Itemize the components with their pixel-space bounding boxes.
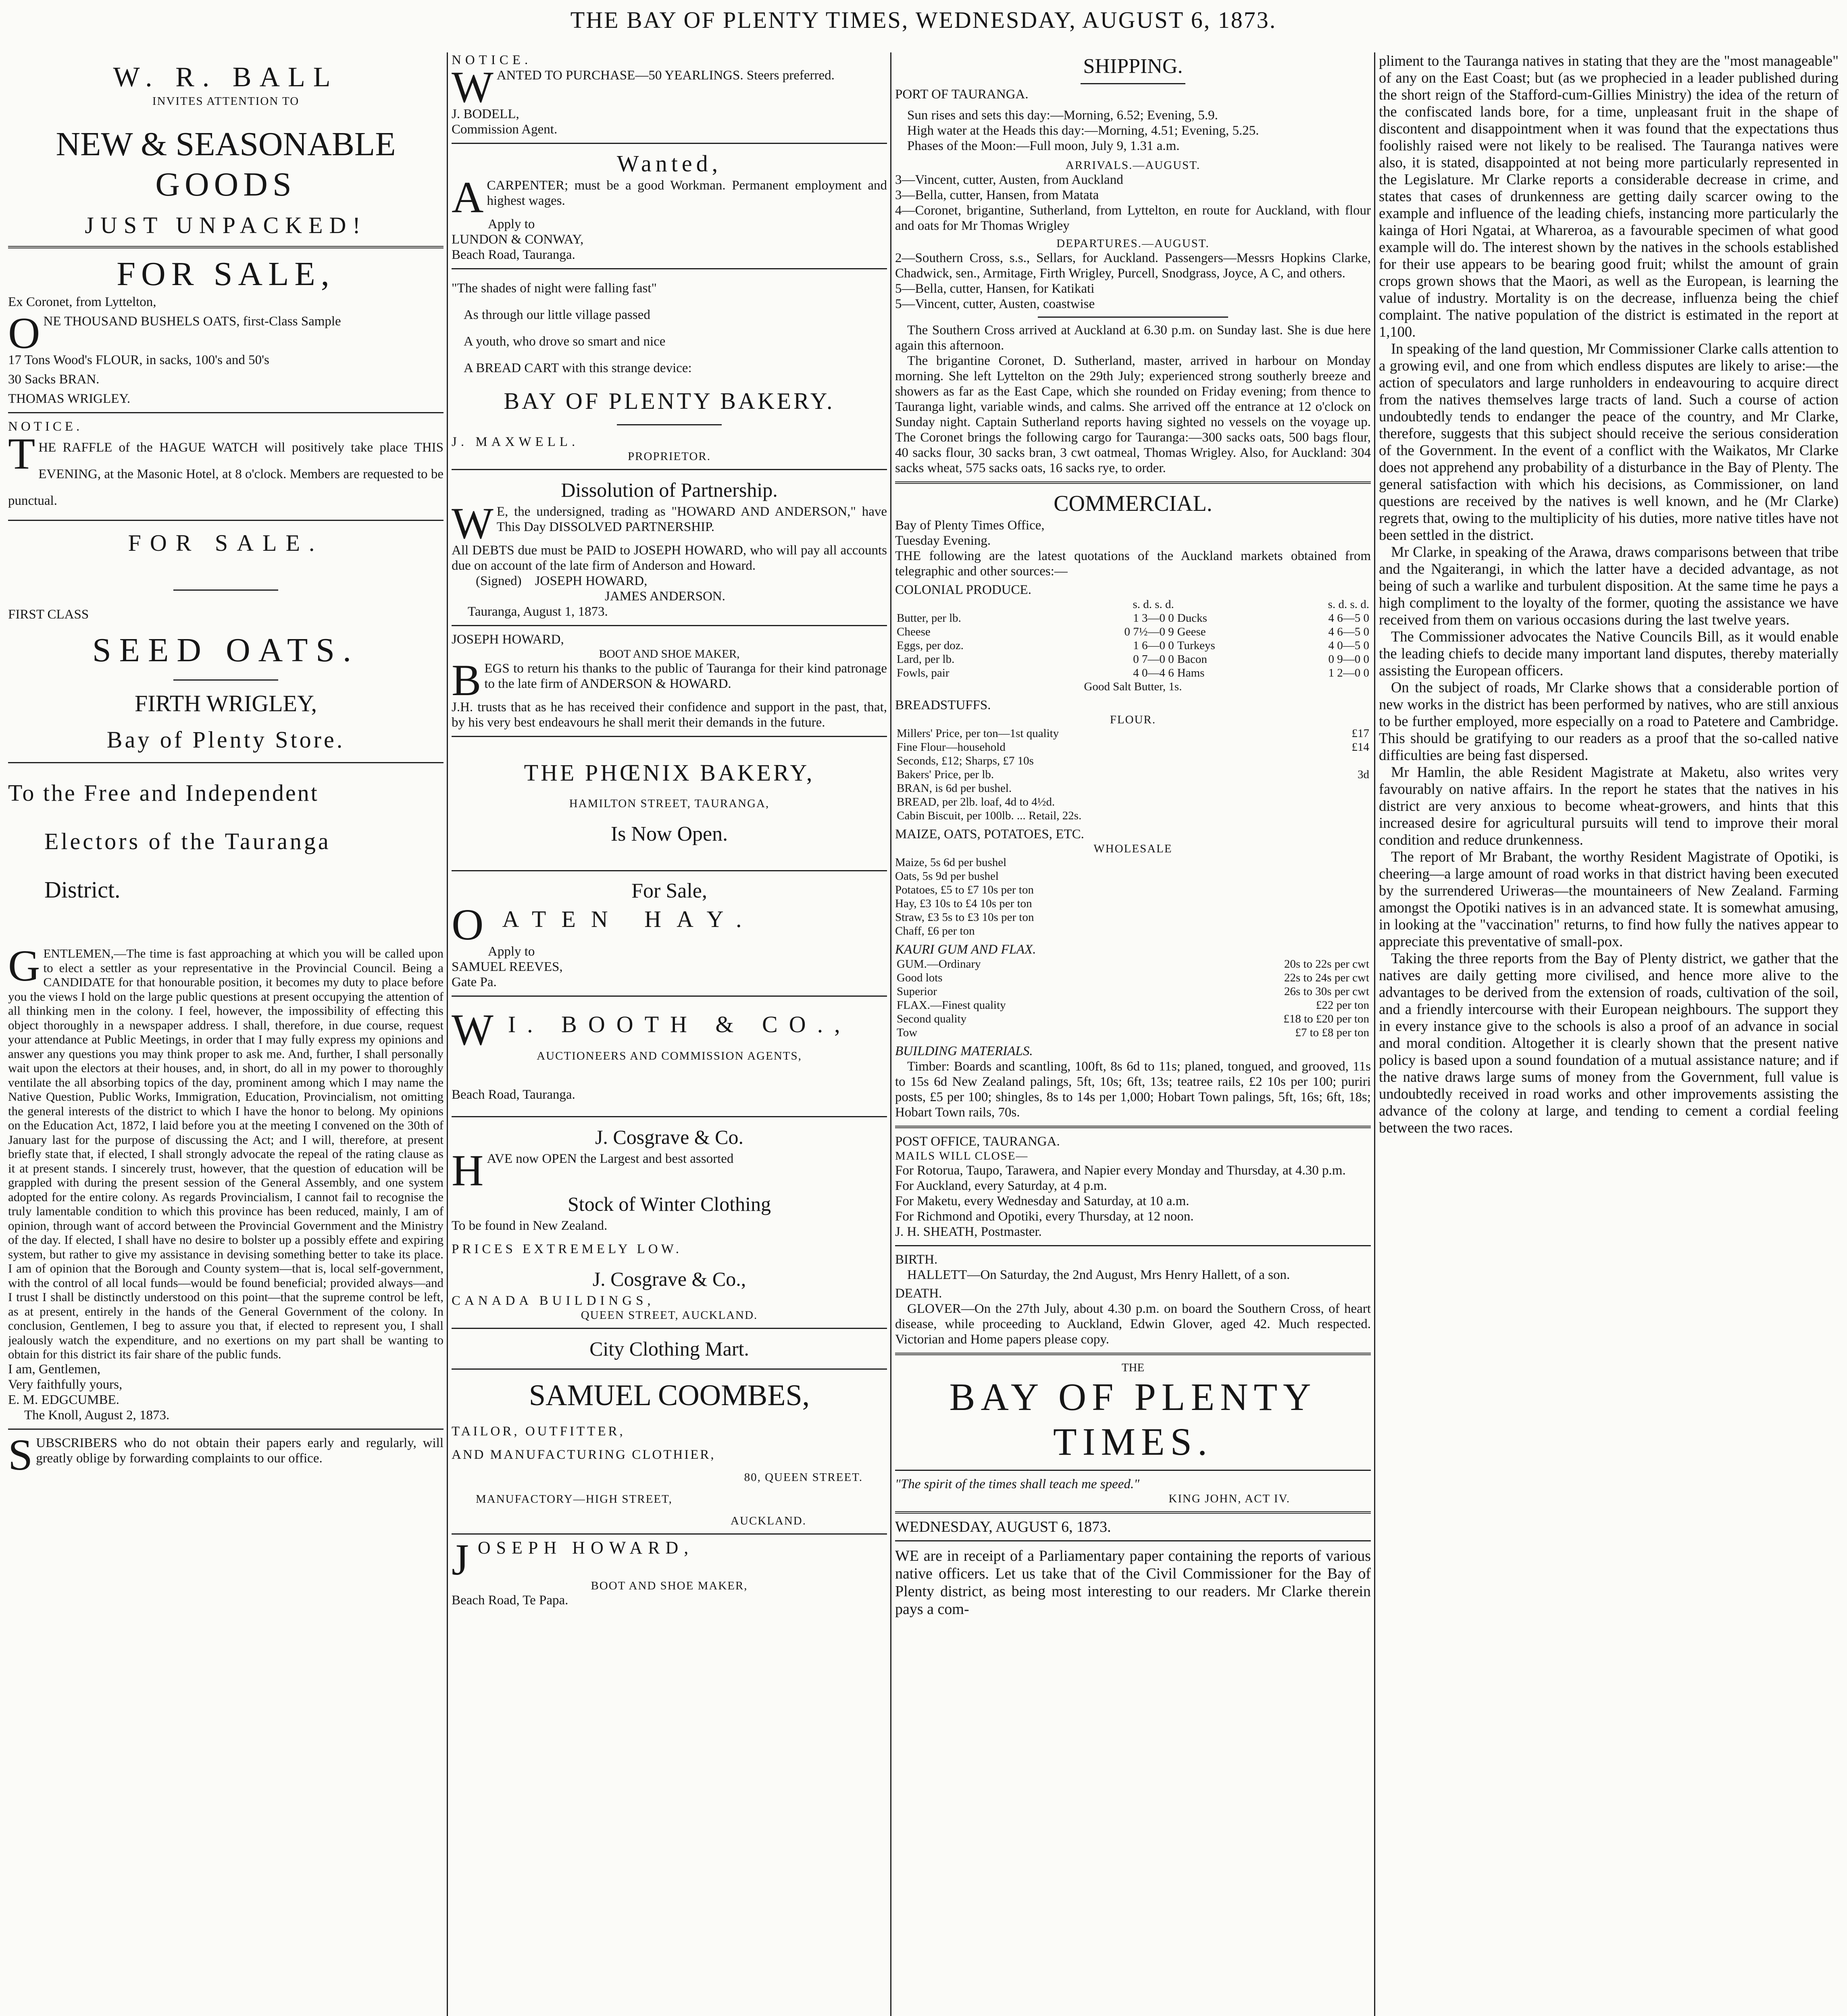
- table-cell: [1324, 781, 1371, 795]
- divider: [452, 736, 887, 737]
- ad-title: SAMUEL COOMBES,: [529, 1379, 810, 1412]
- commercial-note: Good Salt Butter, 1s.: [1084, 680, 1182, 693]
- ad-signature: SAMUEL REEVES,: [452, 960, 563, 974]
- column-3: [895, 52, 1371, 2016]
- ad-coombes: [452, 1335, 887, 1528]
- drop-cap: A: [452, 173, 484, 222]
- section-title: BIRTH.: [895, 1252, 938, 1267]
- ad-text: BOOT AND SHOE MAKER,: [599, 648, 740, 660]
- drop-cap: G: [8, 941, 40, 990]
- ad-signature: JAMES ANDERSON.: [605, 589, 725, 604]
- departure-item: 2—Southern Cross, s.s., Sellars, for Auckland. Passengers—Messrs Hopkins Clarke, Chadwick, sen., Armitage, Firth Wrigley, Purcell, Snodgrass, Joyce, A C, and others.: [895, 251, 1371, 281]
- divider: [452, 996, 887, 997]
- ad-text: BOOT AND SHOE MAKER,: [591, 1579, 748, 1592]
- letter-body: ENTLEMEN,—The time is fast approaching at which you will be called upon to elect a settler as your representative in the Provincial Council. Being a CANDIDATE for that honourable position, it becomes my duty to place before you the views I hold on the large public questions at present occupying the attention of all thinking men in the colony. I feel, however, the impossibility of effecting this object thoroughly in a newspaper address. I shall, therefore, in due course, request your attendance at Public Meetings, in order that I may fully express my opinions and answer any questions you may think proper to ask me. And, further, I shall personally wait upon the electors at their houses, and, in short, do all in my power to thoroughly ventilate the all absorbing topics of the day, prominent among which I may name the Native Question, Public Works, Immigration, Education, Provincialism, not omitting the general interests of the district to which I have the honor to belong. My opinions on the Education Act, 1872, I laid before you at the meeting I convened on the 30th of January last for the purpose of discussing the Act; and I will, therefore, at present briefly state that, if elected, I shall strongly advocate the repeal of the rating clause as it at present stands. I sincerely trust, however, that the question of education will be grappled with during the present session of the General Assembly, and one system adopted for the entire colony. As regards Provincialism, I cannot fail to recognise the truly lamentable condition to which this province has been reduced, mainly, I am of opinion, through want of accord between the Provincial Government and the Ministry of the day. If elected, I shall have no desire to bolster up a possibly effete and expiring system, but rather to give my assistance in devising something better to take its place. I am of opinion that the Borough and County system—that is, local self-government, with the control of all local funds—would be found beneficial; provided always—and I trust I shall be distinctly understood on this point—that the supreme control be left, as at present, entirely in the hands of the General Government of the colony. In conclusion, Gentlemen, I beg to assure you that, if elected to represent you, I shall jealously watch the expenditure, and no exertions on my part shall be wanting to obtain for this district its fair share of the public funds.: [8, 946, 444, 1361]
- section-subtitle: PORT OF TAURANGA.: [895, 87, 1029, 102]
- divider: [8, 1429, 444, 1430]
- ad-signature: LUNDON & CONWAY,: [452, 232, 584, 247]
- drop-cap: B: [452, 656, 481, 705]
- table-cell: 4 6—5 0: [1328, 612, 1369, 625]
- ad-title: CANADA BUILDINGS,: [452, 1293, 655, 1308]
- table-row: [895, 795, 1371, 809]
- ad-raffle-notice: [8, 419, 444, 514]
- shipping-text: Phases of the Moon:—Full moon, July 9, 1.31 a.m.: [907, 139, 1180, 153]
- ad-howard-thanks: [452, 632, 887, 730]
- shipping-text: High water at the Heads this day:—Morning, 4.51; Evening, 5.25.: [907, 123, 1259, 138]
- ad-title: Wanted,: [616, 150, 722, 177]
- table-cell: 1 2—0 0: [1328, 666, 1369, 679]
- table-cell: Seconds, £12; Sharps, £7 10s: [897, 754, 1034, 767]
- bread-table: [895, 727, 1371, 823]
- divider: [895, 1126, 1371, 1128]
- ad-title: NOTICE.: [452, 53, 532, 67]
- section-title: DEATH.: [895, 1286, 942, 1301]
- ad-title: FIRTH WRIGLEY,: [135, 690, 317, 716]
- divider: [1081, 83, 1185, 84]
- table-cell: Bacon: [1177, 653, 1207, 666]
- ad-text: AUCTIONEERS AND COMMISSION AGENTS,: [537, 1050, 802, 1062]
- ad-signature: J. BODELL,: [452, 107, 519, 121]
- table-row: [895, 971, 1371, 985]
- ad-text: All DEBTS due must be PAID to JOSEPH HOWARD, who will pay all accounts due on account of the late firm of Anderson and Howard.: [452, 543, 887, 573]
- ad-text: QUEEN STREET, AUCKLAND.: [581, 1309, 758, 1322]
- ad-text: J.H. trusts that as he has received their confidence and support in the past, that, by his very best endeavours he shall merit their demands in the future.: [452, 700, 887, 730]
- divider: [452, 1116, 887, 1117]
- divider: [452, 469, 887, 470]
- ad-text: Beach Road, Tauranga.: [452, 248, 575, 262]
- divider: [895, 1353, 1371, 1355]
- price-line: Chaff, £6 per ton: [895, 925, 975, 937]
- table-row: [895, 1026, 1371, 1039]
- post-text: MAILS WILL CLOSE—: [895, 1150, 1029, 1162]
- table-cell: BREAD, per 2lb. loaf, 4d to 4½d.: [897, 796, 1055, 808]
- table-cell: Superior: [897, 985, 937, 998]
- divider: [452, 143, 887, 144]
- birth-notice: [895, 1252, 1371, 1283]
- ad-text: Commission Agent.: [452, 122, 558, 137]
- post-office-section: [895, 1134, 1371, 1239]
- section-title: POST OFFICE, TAURANGA.: [895, 1134, 1060, 1149]
- price-line: Potatoes, £5 to £7 10s per ton: [895, 883, 1034, 896]
- table-cell: £14: [1351, 741, 1369, 754]
- ad-text: 80, QUEEN STREET.: [744, 1471, 863, 1484]
- address-heading: To the Free and Independent: [8, 780, 319, 806]
- column-rule: [447, 52, 448, 2016]
- table-cell: GUM.—Ordinary: [897, 958, 981, 971]
- post-signature: J. H. SHEATH, Postmaster.: [895, 1225, 1042, 1239]
- subsection-title: WHOLESALE: [1093, 842, 1172, 855]
- ad-cosgrave: [452, 1123, 887, 1322]
- section-title: COMMERCIAL.: [1054, 491, 1212, 516]
- divider: [452, 1328, 887, 1329]
- subsection-title: BREADSTUFFS.: [895, 698, 991, 712]
- ad-title: PRICES EXTREMELY LOW.: [452, 1242, 683, 1256]
- table-cell: 20s to 22s per cwt: [1284, 958, 1369, 971]
- divider: [173, 679, 278, 681]
- ad-text: INVITES ATTENTION TO: [152, 95, 300, 108]
- subsection-title: COLONIAL PRODUCE.: [895, 583, 1031, 597]
- ad-title: BAY OF PLENTY BAKERY.: [504, 388, 835, 414]
- table-header: [895, 598, 1371, 611]
- ad-title: FOR SALE.: [128, 530, 324, 556]
- table-cell: 0 9—0 0: [1328, 653, 1369, 666]
- ad-title: W. R. BALL: [113, 62, 339, 93]
- divider: [895, 1245, 1371, 1246]
- ad-title: JUST UNPACKED!: [85, 212, 367, 238]
- subsection-title: ARRIVALS.—AUGUST.: [1065, 159, 1201, 172]
- shipping-text: The brigantine Coronet, D. Sutherland, master, arrived in harbour on Monday morning. She left Lyttelton on the 29th July; experienced strong southerly breeze and showers as far as the East Cape, which she rounded on Friday evening; from thence to Tauranga light, variable winds, and calms. She arrived off the entrance at 12 o'clock on Sunday night. Captain Sutherland reports having sighted no vessels on the voyage up. The Coronet brings the following cargo for Tauranga:—300 sacks oats, 500 bags flour, 40 sacks flour, 30 sacks bran, 3 cwt oatmeal, Thomas Wrigley. Also, for Auckland: 304 sacks wheat, 575 sacks oats, 16 sacks rye, to order.: [895, 354, 1371, 475]
- table-cell: 4 0—4 6: [1133, 666, 1174, 679]
- ad-title: JOSEPH HOWARD,: [452, 632, 564, 647]
- table-row: [895, 1012, 1371, 1026]
- ad-text: MANUFACTORY—HIGH STREET,: [476, 1493, 673, 1506]
- editorial-paragraph: In speaking of the land question, Mr Commissioner Clarke calls attention to a growing evil, and one from which endless disputes are likely to arise:—the action of speculators and large runholders in endeavouring to acquire direct from the natives themselves large tracts of land. Such a course of action undoubtedly tends to endanger the peace of the country, and Mr Clarke, therefore, suggests that this subject should receive the serious consideration of the Government. In the event of a conflict with the Waikatos, Mr Clarke does not apprehend any probability of a disturbance in the Bay of Plenty. The general satisfaction with which his decisions, as Commissioner, on land questions are received by the natives is well known, and he (Mr Clarke) regrets that, owing to the multiplicity of his duties, more native titles have not been settled in the district.: [1379, 340, 1839, 543]
- ad-yearlings: [452, 52, 887, 137]
- divider: [8, 412, 444, 413]
- divider: [452, 870, 887, 871]
- ad-title: OSEPH HOWARD,: [477, 1538, 694, 1558]
- ad-carpenter: [452, 150, 887, 262]
- paper-the: THE: [1121, 1361, 1145, 1374]
- divider: [452, 625, 887, 626]
- ad-title: NOTICE.: [8, 419, 83, 434]
- mail-item: For Richmond and Opotiki, every Thursday, at 12 noon.: [895, 1209, 1194, 1224]
- letter-place: The Knoll, August 2, 1873.: [24, 1408, 170, 1422]
- ad-oats-sale: [8, 254, 444, 406]
- table-cell: Hams: [1177, 666, 1205, 679]
- table-cell: Lard, per lb.: [897, 653, 955, 666]
- post-list: [895, 1163, 1371, 1224]
- editorial-paragraph: On the subject of roads, Mr Clarke shows that a considerable portion of new works in the district has been performed by natives, who are still anxious to be further employed, more especially on a road to Patetere and Cambridge. This should be gratifying to our readers as a proof that the so-called native difficulties are being fast dispersed.: [1379, 679, 1839, 763]
- table-cell: £17: [1351, 727, 1369, 740]
- subsection-title: MAIZE, OATS, POTATOES, ETC.: [895, 827, 1084, 841]
- divider: [8, 762, 444, 763]
- shipping-text: The Southern Cross arrived at Auckland at 6.30 p.m. on Sunday last. She is due here again this afternoon.: [895, 323, 1371, 353]
- table-cell: 1 3—0 0: [1133, 612, 1174, 625]
- table-row: [895, 727, 1371, 740]
- table-row: [895, 639, 1371, 652]
- editorial-paragraph: Taking the three reports from the Bay of Plenty district, we gather that the natives are daily getting more civilised, and hence more alive to the advantages to be derived from the extension of roads, cultivation of the soil, and a friendly intercourse with their European neighbours. The support they in every instance give to the schools is also a proof of an advance in social and moral condition. Altogether it is clearly shown that the present native policy is based upon a sound foundation of a mutual assistance nature; and if the native draws large sums of money from the Government, full value is undoubtedly received in road works and other improvements assisting the advance of the colony at large, and tending to cement a cordial feeling between the two races.: [1379, 950, 1839, 1136]
- ad-oaten-hay: [452, 877, 887, 990]
- ad-text: Beach Road, Tauranga.: [452, 1087, 575, 1102]
- ad-text: FIRST CLASS: [8, 607, 89, 622]
- ad-text: E, the undersigned, trading as "HOWARD AND ANDERSON," have This Day DISSOLVED PARTNERSHIP.: [496, 504, 887, 534]
- mail-item: For Maketu, every Wednesday and Saturday, at 10 a.m.: [895, 1194, 1189, 1208]
- table-cell: [1324, 795, 1371, 809]
- building-text: Timber: Boards and scantling, 100ft, 8s 6d to 11s; planed, tongued, and grooved, 11s to 15s 6d New Zealand palings, 5ft, 10s; 6ft, 13s; teatree rails, £2 10s per 100; puriri posts, £5 per 100; shingles, 8s to 14s per 1,000; Hobart Town palings, 5ft, 16s; 6ft, 18s; Hobart Town rails, 70s.: [895, 1059, 1371, 1120]
- divider: [8, 520, 444, 521]
- ad-title: J. Cosgrave & Co.,: [592, 1268, 746, 1290]
- drop-cap: O: [8, 308, 40, 358]
- table-row: [895, 781, 1371, 795]
- subsection-title: KAURI GUM AND FLAX.: [895, 942, 1036, 957]
- electors-address: [8, 769, 444, 1423]
- ad-title: ATEN HAY.: [502, 906, 757, 932]
- table-cell: Good lots: [897, 971, 943, 984]
- ad-title: Dissolution of Partnership.: [561, 479, 778, 501]
- arrivals-list: [895, 172, 1371, 233]
- editorial-paragraph: Mr Clarke, in speaking of the Arawa, draws comparisons between that tribe and the Ngaiterangi, in which the latter have a decided advantage, as not being of such a warlike and turbulent disposition. At the same time he pays a high compliment to the loyalty of the former, quoting the assistance we have received from them on various occasions during the last twelve years.: [1379, 544, 1839, 628]
- divider: [895, 1511, 1371, 1514]
- divider: [617, 424, 722, 425]
- table-row: [895, 809, 1371, 823]
- arrival-item: 4—Coronet, brigantine, Sutherland, from Lyttelton, en route for Auckland, with flour and oats for Mr Thomas Wrigley: [895, 203, 1371, 233]
- subsection-title: BUILDING MATERIALS.: [895, 1044, 1033, 1058]
- ad-booth: [452, 1002, 887, 1110]
- table-cell: [1324, 754, 1371, 768]
- ad-title: I. BOOTH & CO.,: [508, 1011, 852, 1037]
- table-cell: 4 6—5 0: [1328, 625, 1369, 638]
- table-cell: 1 6—0 0: [1133, 639, 1174, 652]
- table-row: [895, 625, 1371, 639]
- address-heading: District.: [44, 877, 121, 903]
- table-cell: Second quality: [897, 1012, 967, 1025]
- header-cell: s. d. s. d.: [1328, 598, 1369, 611]
- editorial-lead: WE are in receipt of a Parliamentary paper containing the reports of various native officers. Let us take that of the Civil Commissioner for the Bay of Plenty district, as being most interesting to our readers. Mr Clarke therein pays a com-: [895, 1547, 1371, 1618]
- address-heading: Electors of the Tauranga: [44, 828, 331, 854]
- table-cell: £7 to £8 per ton: [1295, 1026, 1369, 1039]
- ad-signature: J. MAXWELL.: [452, 435, 579, 449]
- departure-item: 5—Vincent, cutter, Austen, coastwise: [895, 297, 1095, 311]
- ad-title: FOR SALE,: [117, 255, 335, 293]
- shipping-section: [895, 52, 1371, 476]
- section-subtitle: Tuesday Evening.: [895, 533, 991, 548]
- section-subtitle: Bay of Plenty Times Office,: [895, 518, 1045, 533]
- ad-text: AUCKLAND.: [731, 1514, 806, 1527]
- ad-text: AND MANUFACTURING CLOTHIER,: [452, 1447, 716, 1462]
- letter-close: I am, Gentlemen,: [8, 1362, 101, 1377]
- ad-text: TAILOR, OUTFITTER,: [452, 1424, 625, 1439]
- table-cell: 22s to 24s per cwt: [1284, 971, 1369, 984]
- verse-line: "The shades of night were falling fast": [452, 281, 657, 296]
- paper-motto-cite: KING JOHN, ACT IV.: [1168, 1492, 1290, 1505]
- divider: [452, 268, 887, 269]
- table-cell: Geese: [1177, 625, 1206, 638]
- subsection-title: FLOUR.: [1110, 713, 1156, 726]
- table-cell: 0 7—0 0: [1133, 653, 1174, 666]
- table-cell: 3d: [1358, 768, 1369, 781]
- ad-text: Ex Coronet, from Lyttelton,: [8, 295, 156, 309]
- ad-text: Apply to: [488, 217, 535, 231]
- ad-dissolution: [452, 476, 887, 619]
- table-row: [895, 652, 1371, 666]
- table-cell: £18 to £20 per ton: [1283, 1012, 1369, 1025]
- divider: [173, 589, 278, 591]
- ad-title: Is Now Open.: [610, 823, 728, 846]
- subscribers-notice: UBSCRIBERS who do not obtain their papers early and regularly, will greatly oblige by forwarding complaints to our office.: [36, 1435, 444, 1466]
- price-line: Maize, 5s 6d per bushel: [895, 856, 1007, 869]
- table-cell: Turkeys: [1177, 639, 1215, 652]
- table-cell: BRAN, is 6d per bushel.: [897, 782, 1012, 795]
- table-cell: 26s to 30s per cwt: [1284, 985, 1369, 998]
- section-title: SHIPPING.: [1083, 55, 1183, 78]
- drop-cap: W: [452, 499, 494, 548]
- editorial-paragraph: pliment to the Tauranga natives in stating that they are the "most manageable" of any on the East Coast; but (as we prophecied in a leader published during the short reign of the Stafford-cum-Gillies Ministry) the idea of the return of the confiscated lands bore, for a time, unpleasant fruit in the shape of discontent and disappointment when it was found that the expectations thus foolishly raised were not likely to be realised. The Tauranga natives were also, it is stated, disappointed at not being more particularly represented in the Legislature. Mr Clarke reports a considerable decrease in crime, and states that cases of drunkenness are getting daily scarcer owing to the example and influence of the leading chiefs, instancing more particularly the kainga of Hori Ngatai, at Wharerоa, as a favourable specimen of what good example will do. The interest shown by the natives in the schools established for their use appears to be bearing good fruit; whilst the amount of grain crops grown shows that the Maori, as well as the European, is learning the value of industry. Mortality is on the decrease, influenza being the chief complaint. The native population of the district is estimated in the report at 1,100.: [1379, 52, 1839, 340]
- table-row: [895, 666, 1371, 680]
- table-cell: [1324, 809, 1371, 823]
- arrival-item: 3—Vincent, cutter, Austen, from Auckland: [895, 173, 1123, 187]
- letter-close: Very faithfully yours,: [8, 1377, 123, 1392]
- ad-title: THE PHŒNIX BAKERY,: [524, 760, 815, 786]
- divider: [1038, 317, 1228, 318]
- ad-text: AVE now OPEN the Largest and best assorted: [487, 1152, 734, 1166]
- mail-item: For Rotorua, Taupo, Tarawera, and Napier every Monday and Thursday, at 4.30 p.m.: [895, 1163, 1346, 1178]
- ad-text: 17 Tons Wood's FLOUR, in sacks, 100's and 50's: [8, 353, 269, 367]
- ad-text: ANTED TO PURCHASE—50 YEARLINGS. Steers preferred.: [496, 68, 835, 83]
- table-row: [895, 998, 1371, 1012]
- ad-text: 30 Sacks BRAN.: [8, 372, 100, 387]
- ad-text: NE THOUSAND BUSHELS OATS, first-Class Sample: [43, 314, 341, 329]
- table-cell: Bakers' Price, per lb.: [897, 768, 994, 781]
- ad-text: Beach Road, Te Papa.: [452, 1593, 568, 1608]
- ad-text: CARPENTER; must be a good Workman. Permanent employment and highest wages.: [487, 178, 887, 208]
- masthead: THE BAY OF PLENTY TIMES, WEDNESDAY, AUGUST 6, 1873.: [570, 7, 1277, 33]
- table-row: [895, 768, 1371, 781]
- editorial-date: WEDNESDAY, AUGUST 6, 1873.: [895, 1518, 1111, 1535]
- drop-cap: W: [452, 1005, 505, 1054]
- table-cell: Millers' Price, per ton—1st quality: [897, 727, 1059, 740]
- ad-text: HAMILTON STREET, TAURANGA,: [569, 797, 770, 810]
- ad-text: Gate Pa.: [452, 975, 497, 989]
- letter-signature: E. M. EDGCUMBE.: [8, 1392, 119, 1407]
- notice-text: GLOVER—On the 27th July, about 4.30 p.m. on board the Southern Cross, of heart disease, while proceeding to Auckland, Edwin Glover, aged 42. Much respected. Victorian and Home papers please copy.: [895, 1302, 1371, 1347]
- price-line: Oats, 5s 9d per bushel: [895, 870, 999, 883]
- drop-cap: O: [452, 900, 499, 949]
- table-row: [895, 611, 1371, 625]
- column-rule: [890, 52, 891, 2016]
- editorial-head: [895, 1361, 1371, 1618]
- ad-title: Stock of Winter Clothing: [568, 1193, 771, 1215]
- verse-line: A BREAD CART with this strange device:: [464, 361, 692, 375]
- ad-text: PROPRIETOR.: [628, 450, 711, 463]
- ad-seed-oats: [8, 529, 444, 754]
- divider: [895, 1470, 1371, 1471]
- paper-title: BAY OF PLENTY TIMES.: [949, 1375, 1317, 1463]
- drop-cap: J: [452, 1535, 475, 1584]
- divider: [895, 481, 1371, 484]
- table-cell: FLAX.—Finest quality: [897, 999, 1006, 1012]
- verse-line: A youth, who drove so smart and nice: [464, 334, 666, 349]
- drop-cap: H: [452, 1146, 484, 1195]
- table-cell: 0 7½—0 9: [1124, 625, 1174, 638]
- table-row: [895, 957, 1371, 971]
- table-cell: Cabin Biscuit, per 100lb. ... Retail, 22s.: [897, 809, 1082, 822]
- commercial-section: [895, 489, 1371, 1120]
- death-notice: [895, 1286, 1371, 1347]
- maize-list: [895, 856, 1371, 938]
- table-row: [895, 754, 1371, 768]
- editorial-paragraph: The report of Mr Brabant, the worthy Resident Magistrate of Opotiki, is cheering—a large amount of road works in that district having been executed by the surrendered Uriweras—the mountaineers of New Zealand. Farming amongst the Opotiki natives is in an advanced state. It is somewhat amusing, in looking at the "vaccination" returns, to find how fully the natives appear to appreciate this preventative of small-pox.: [1379, 848, 1839, 950]
- ad-text: To be found in New Zealand.: [452, 1218, 608, 1233]
- price-line: Hay, £3 10s to £4 10s per ton: [895, 897, 1032, 910]
- ad-phoenix-bakery: [452, 743, 887, 864]
- table-cell: Fowls, pair: [897, 666, 950, 679]
- ad-text: Tauranga, August 1, 1873.: [468, 604, 608, 619]
- ad-title: SEED OATS.: [92, 631, 360, 669]
- shipping-text: Sun rises and sets this day:—Morning, 6.52; Evening, 5.9.: [907, 108, 1218, 123]
- drop-cap: S: [8, 1430, 33, 1479]
- ad-title: GOODS: [155, 166, 296, 203]
- divider: [452, 1368, 887, 1370]
- ad-howard-boots: [452, 1535, 887, 1608]
- drop-cap: W: [452, 62, 494, 112]
- table-cell: Butter, per lb.: [897, 612, 961, 625]
- drop-cap: T: [8, 429, 35, 478]
- table-cell: Eggs, per doz.: [897, 639, 964, 652]
- column-2: [452, 52, 887, 2016]
- table-cell: Fine Flour—household: [897, 741, 1006, 754]
- departure-item: 5—Bella, cutter, Hansen, for Katikati: [895, 281, 1095, 296]
- mail-item: For Auckland, every Saturday, at 4 p.m.: [895, 1179, 1107, 1193]
- divider: [895, 1540, 1371, 1541]
- ad-signature: THOMAS WRIGLEY.: [8, 392, 131, 406]
- table-cell: Tow: [897, 1026, 918, 1039]
- ad-text: (Signed): [476, 574, 522, 588]
- produce-table: [895, 598, 1371, 680]
- price-line: Straw, £3 5s to £3 10s per ton: [895, 911, 1034, 924]
- ad-title: J. Cosgrave & Co.: [595, 1126, 744, 1148]
- ad-ball: [8, 60, 444, 240]
- ad-text: Apply to: [488, 944, 535, 959]
- table-cell: £22 per ton: [1316, 999, 1369, 1012]
- column-1: [8, 52, 444, 2016]
- notice-text: HALLETT—On Saturday, the 2nd August, Mrs Henry Hallett, of a son.: [907, 1268, 1290, 1282]
- table-cell: Cheese: [897, 625, 931, 638]
- arrival-item: 3—Bella, cutter, Hansen, from Matata: [895, 188, 1099, 202]
- table-cell: 4 0—5 0: [1328, 639, 1369, 652]
- verse-line: As through our little village passed: [464, 308, 650, 322]
- table-row: [895, 985, 1371, 998]
- ad-title: NEW & SEASONABLE: [56, 125, 396, 163]
- editorial-paragraph: Mr Hamlin, the able Resident Magistrate at Maketu, also writes very favourably on native affairs. In the report he states that the natives in his district are very anxious to become wheat-growers, and hints that this increased desire for agricultural pursuits will tend to improve their moral condition and reduce drunkenness.: [1379, 764, 1839, 848]
- editorial-body: [1379, 52, 1839, 1136]
- gum-table: [895, 957, 1371, 1039]
- ad-bay-of-plenty-bakery: [452, 275, 887, 463]
- paper-motto: "The spirit of the times shall teach me speed.": [895, 1477, 1140, 1491]
- table-row: [895, 740, 1371, 754]
- column-rule: [1374, 52, 1375, 2016]
- ad-text: HE RAFFLE of the HAGUE WATCH will positively take place THIS EVENING, at the Masonic Hotel, at 8 o'clock. Members are requested to be punctual.: [8, 440, 444, 508]
- divider: [452, 1533, 887, 1535]
- commercial-intro: THE following are the latest quotations of the Auckland markets obtained from telegraphic and other sources:—: [895, 549, 1371, 579]
- ad-signature: JOSEPH HOWARD,: [535, 574, 648, 588]
- ad-title: City Clothing Mart.: [589, 1337, 749, 1360]
- header-cell: [1176, 598, 1270, 611]
- header-cell: [895, 598, 1055, 611]
- header-cell: s. d. s. d.: [1133, 598, 1174, 611]
- ad-text: EGS to return his thanks to the public of Tauranga for their kind patronage to the late firm of ANDERSON & HOWARD.: [484, 661, 887, 691]
- subsection-title: DEPARTURES.—AUGUST.: [1056, 237, 1210, 250]
- divider: [8, 246, 444, 248]
- ad-title: Bay of Plenty Store.: [106, 727, 345, 753]
- editorial-paragraph: The Commissioner advocates the Native Councils Bill, as it would enable the leading chiefs to decide many important land disputes, thereby materially assisting the European officers.: [1379, 628, 1839, 679]
- departures-list: [895, 250, 1371, 312]
- table-cell: Ducks: [1177, 612, 1207, 625]
- column-4: [1379, 52, 1839, 2016]
- ad-title: For Sale,: [631, 879, 707, 902]
